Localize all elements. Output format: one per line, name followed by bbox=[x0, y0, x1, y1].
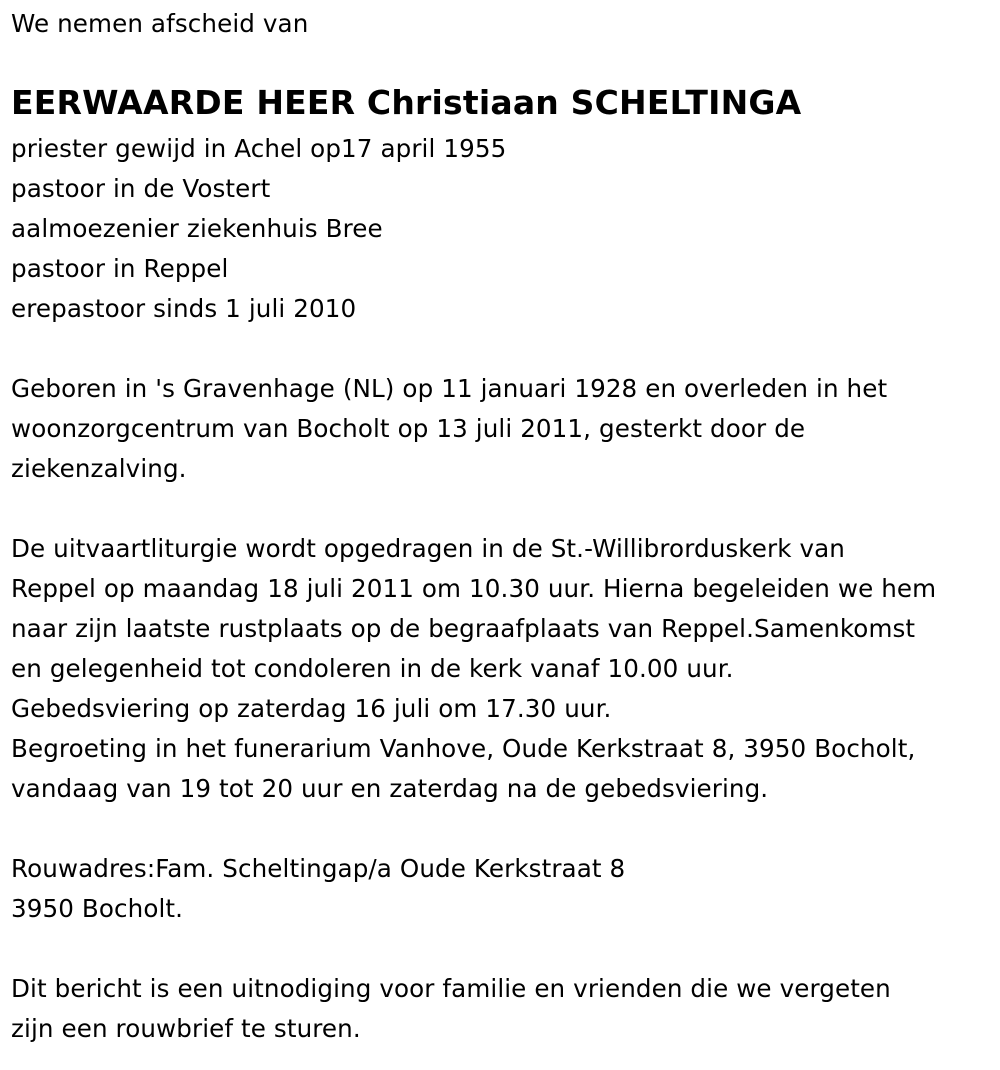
deceased-name: EERWAARDE HEER Christiaan SCHELTINGA bbox=[11, 83, 802, 122]
title-line: erepastoor sinds 1 juli 2010 bbox=[11, 294, 357, 323]
paragraph-line: ziekenzalving. bbox=[11, 454, 187, 483]
paragraph-line: zijn een rouwbrief te sturen. bbox=[11, 1014, 361, 1043]
paragraph-line: De uitvaartliturgie wordt opgedragen in de St.-Willibrorduskerk van bbox=[11, 534, 845, 563]
title-line: aalmoezenier ziekenhuis Bree bbox=[11, 214, 383, 243]
paragraph-gap bbox=[11, 929, 996, 969]
intro-text: We nemen afscheid van bbox=[11, 9, 309, 38]
closing-paragraph bbox=[11, 969, 996, 1049]
paragraph-gap bbox=[11, 809, 996, 849]
title-line: pastoor in de Vostert bbox=[11, 174, 271, 203]
paragraph-line: Dit bericht is een uitnodiging voor familie en vrienden die we vergeten bbox=[11, 974, 891, 1003]
funeral-paragraph bbox=[11, 529, 996, 809]
paragraph-gap bbox=[11, 329, 996, 369]
title-line: priester gewijd in Achel op17 april 1955 bbox=[11, 134, 507, 163]
paragraph-line: Geboren in 's Gravenhage (NL) op 11 januari 1928 en overleden in het bbox=[11, 374, 888, 403]
title-line: pastoor in Reppel bbox=[11, 254, 229, 283]
paragraph-line: woonzorgcentrum van Bocholt op 13 juli 2011, gesterkt door de bbox=[11, 414, 806, 443]
address-paragraph bbox=[11, 849, 996, 929]
address-line: Rouwadres:Fam. Scheltingap/a Oude Kerkstraat 8 bbox=[11, 854, 626, 883]
death-notice bbox=[11, 4, 996, 1049]
titles-section bbox=[11, 129, 996, 329]
paragraph-line: Reppel op maandag 18 juli 2011 om 10.30 uur. Hierna begeleiden we hem bbox=[11, 574, 937, 603]
paragraph-line: Gebedsviering op zaterdag 16 juli om 17.30 uur. bbox=[11, 694, 612, 723]
paragraph-gap bbox=[11, 489, 996, 529]
paragraph-line: naar zijn laatste rustplaats op de begraafplaats van Reppel.Samenkomst bbox=[11, 614, 916, 643]
paragraph-line: vandaag van 19 tot 20 uur en zaterdag na de gebedsviering. bbox=[11, 774, 769, 803]
paragraph-line: Begroeting in het funerarium Vanhove, Oude Kerkstraat 8, 3950 Bocholt, bbox=[11, 734, 916, 763]
birth-death-paragraph bbox=[11, 369, 996, 489]
paragraph-line: en gelegenheid tot condoleren in de kerk vanaf 10.00 uur. bbox=[11, 654, 734, 683]
address-line: 3950 Bocholt. bbox=[11, 894, 184, 923]
